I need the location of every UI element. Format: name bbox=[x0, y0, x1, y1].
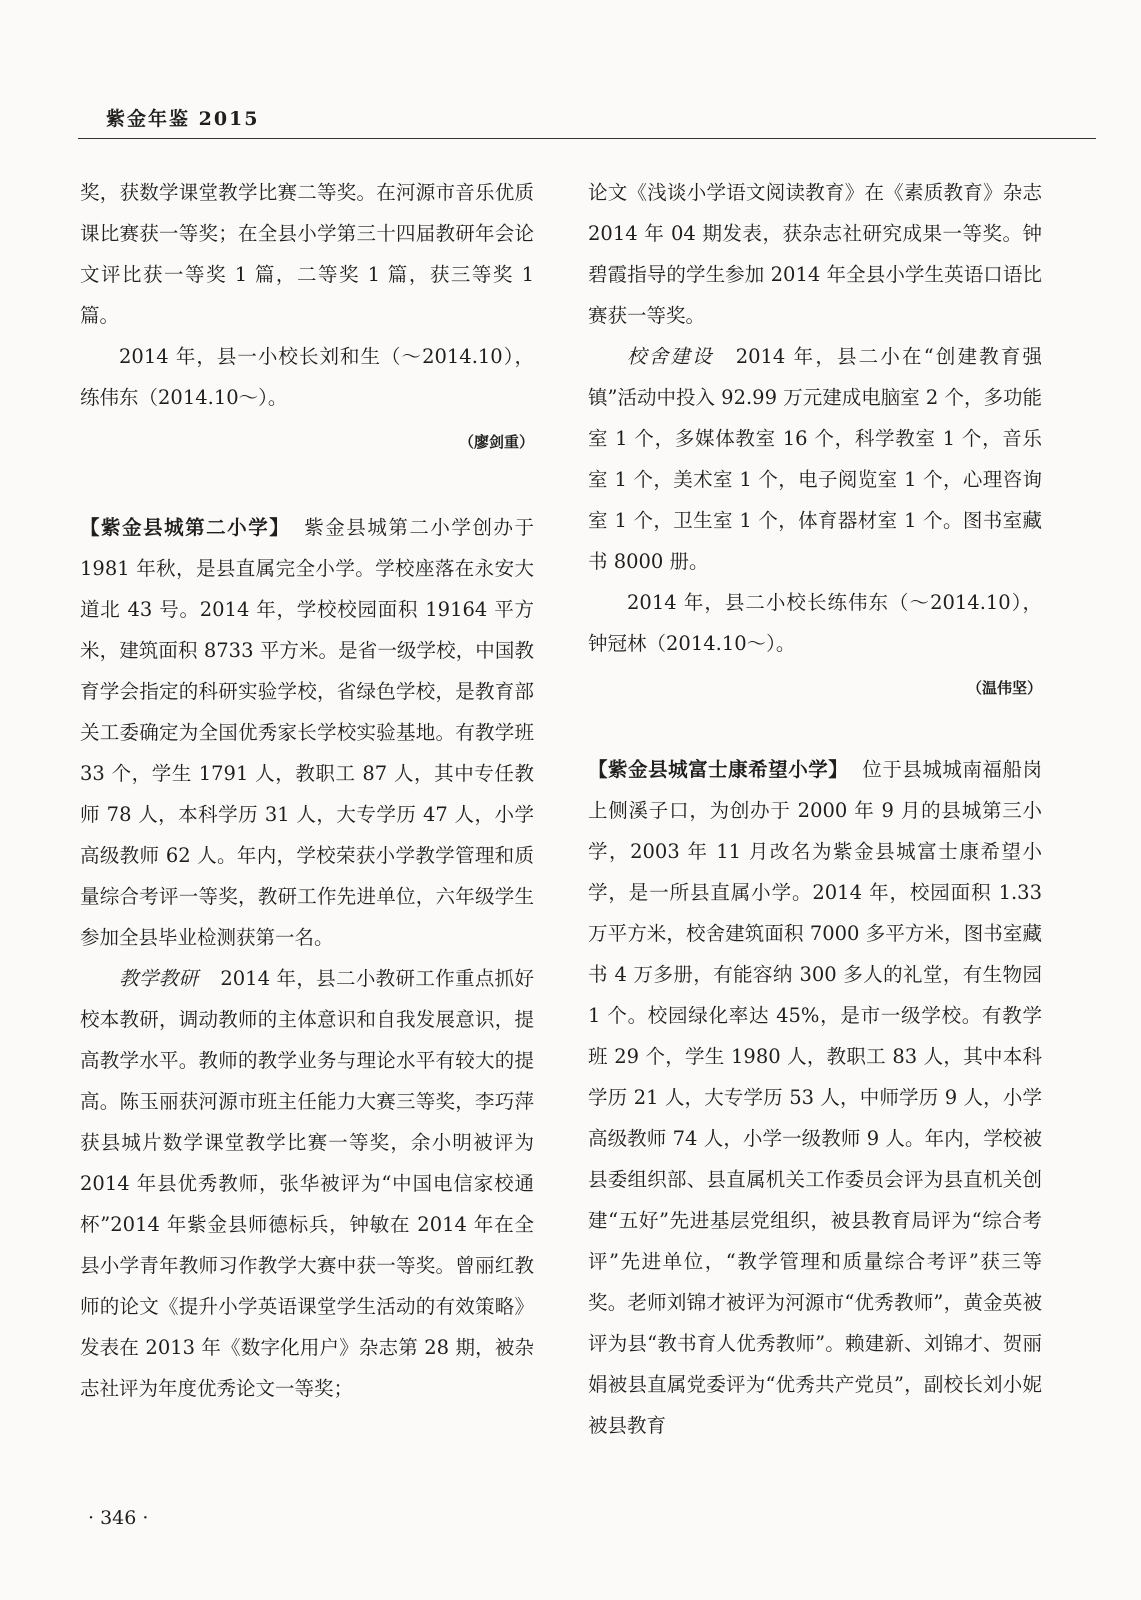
section-paragraph bbox=[80, 507, 534, 958]
right-column bbox=[588, 172, 1042, 1446]
section-heading: 【紫金县城富士康希望小学】 bbox=[588, 758, 849, 781]
author-signature: （廖剑重） bbox=[458, 433, 534, 451]
page-number: · 346 · bbox=[88, 1507, 149, 1529]
author-signature: （温伟坚） bbox=[966, 679, 1042, 697]
section-paragraph bbox=[588, 749, 1042, 1446]
paragraph: 奖，获数学课堂教学比赛二等奖。在河源市音乐优质课比赛获一等奖；在全县小学第三十四届教研年会论文评比获一等奖 1 篇，二等奖 1 篇，获三等奖 1 篇。 bbox=[80, 181, 534, 327]
section-gap bbox=[80, 463, 534, 507]
section-gap bbox=[588, 709, 1042, 749]
subsection-kicker: 教学教研 bbox=[119, 967, 199, 990]
paragraph: 2014 年，县二小校长练伟东（～2014.10），钟冠林（2014.10～）。 bbox=[588, 591, 1042, 655]
subsection-body: 2014 年，县二小教研工作重点抓好校本教研，调动教师的主体意识和自我发展意识，提高教学水平。教师的教学业务与理论水平有较大的提高。陈玉丽获河源市班主任能力大赛三等奖，李巧萍获县城片数学课堂教学比赛一等奖，余小明被评为 2014 年县优秀教师，张华被评为“中国电信家校通杯”2014 年紫金县师德标兵，钟敏在 2014 年在全县小学青年教师习作教学大赛中获一等奖。曾丽红教师的论文《提升小学英语课堂学生活动的有效策略》发表在 2013 年《数字化用户》杂志第 28 期，被杂志社评为年度优秀论文一等奖； bbox=[80, 967, 534, 1400]
subsection-body: 2014 年，县二小在“创建教育强镇”活动中投入 92.99 万元建成电脑室 2 个，多功能室 1 个，多媒体教室 16 个，科学教室 1 个，音乐室 1 个，美术室 1 个，电子阅览室 1 个，心理咨询室 1 个，卫生室 1 个，体育器材室 1 个。图书室藏书 8000 册。 bbox=[588, 345, 1042, 573]
paragraph bbox=[588, 336, 1042, 582]
section-heading: 【紫金县城第二小学】 bbox=[80, 516, 291, 539]
section-body: 位于县城城南福船岗上侧溪子口，为创办于 2000 年 9 月的县城第三小学，2003 年 11 月改名为紫金县城富士康希望小学，是一所县直属小学。2014 年，校园面积 1.33 万平方米，校舍建筑面积 7000 多平方米，图书室藏书 4 万多册，有能容纳 300 多人的礼堂，有生物园 1 个。校园绿化率达 45%，是市一级学校。有教学班 29 个，学生 1980 人，教职工 83 人，其中本科学历 21 人，大专学历 53 人，中师学历 9 人，小学高级教师 74 人，小学一级教师 9 人。年内，学校被县委组织部、县直属机关工作委员会评为县直机关创建“五好”先进基层党组织，被县教育局评为“综合考评”先进单位，“教学管理和质量综合考评”获三等奖。老师刘锦才被评为河源市“优秀教师”，黄金英被评为县“教书育人优秀教师”。赖建新、刘锦才、贺丽娟被县直属党委评为“优秀共产党员”，副校长刘小妮被县教育 bbox=[588, 758, 1042, 1437]
running-header: 紫金年鉴 2015 bbox=[106, 108, 260, 130]
paragraph: 论文《浅谈小学语文阅读教育》在《素质教育》杂志 2014 年 04 期发表，获杂志社研究成果一等奖。钟碧霞指导的学生参加 2014 年全县小学生英语口语比赛获一等奖。 bbox=[588, 181, 1042, 327]
subsection-kicker: 校舍建设 bbox=[627, 345, 714, 368]
header-rule bbox=[78, 138, 1096, 139]
left-column bbox=[80, 172, 534, 1409]
paragraph bbox=[80, 958, 534, 1409]
paragraph: 2014 年，县一小校长刘和生（～2014.10），练伟东（2014.10～）。 bbox=[80, 345, 534, 409]
section-body: 紫金县城第二小学创办于 1981 年秋，是县直属完全小学。学校座落在永安大道北 43 号。2014 年，学校校园面积 19164 平方米，建筑面积 8733 平方米。是省一级学校，中国教育学会指定的科研实验学校，省绿色学校，是教育部关工委确定为全国优秀家长学校实验基地。有教学班 33 个，学生 1791 人，教职工 87 人，其中专任教师 78 人，本科学历 31 人，大专学历 47 人，小学高级教师 62 人。年内，学校荣获小学教学管理和质量综合考评一等奖，教研工作先进单位，六年级学生参加全县毕业检测获第一名。 bbox=[80, 516, 534, 949]
